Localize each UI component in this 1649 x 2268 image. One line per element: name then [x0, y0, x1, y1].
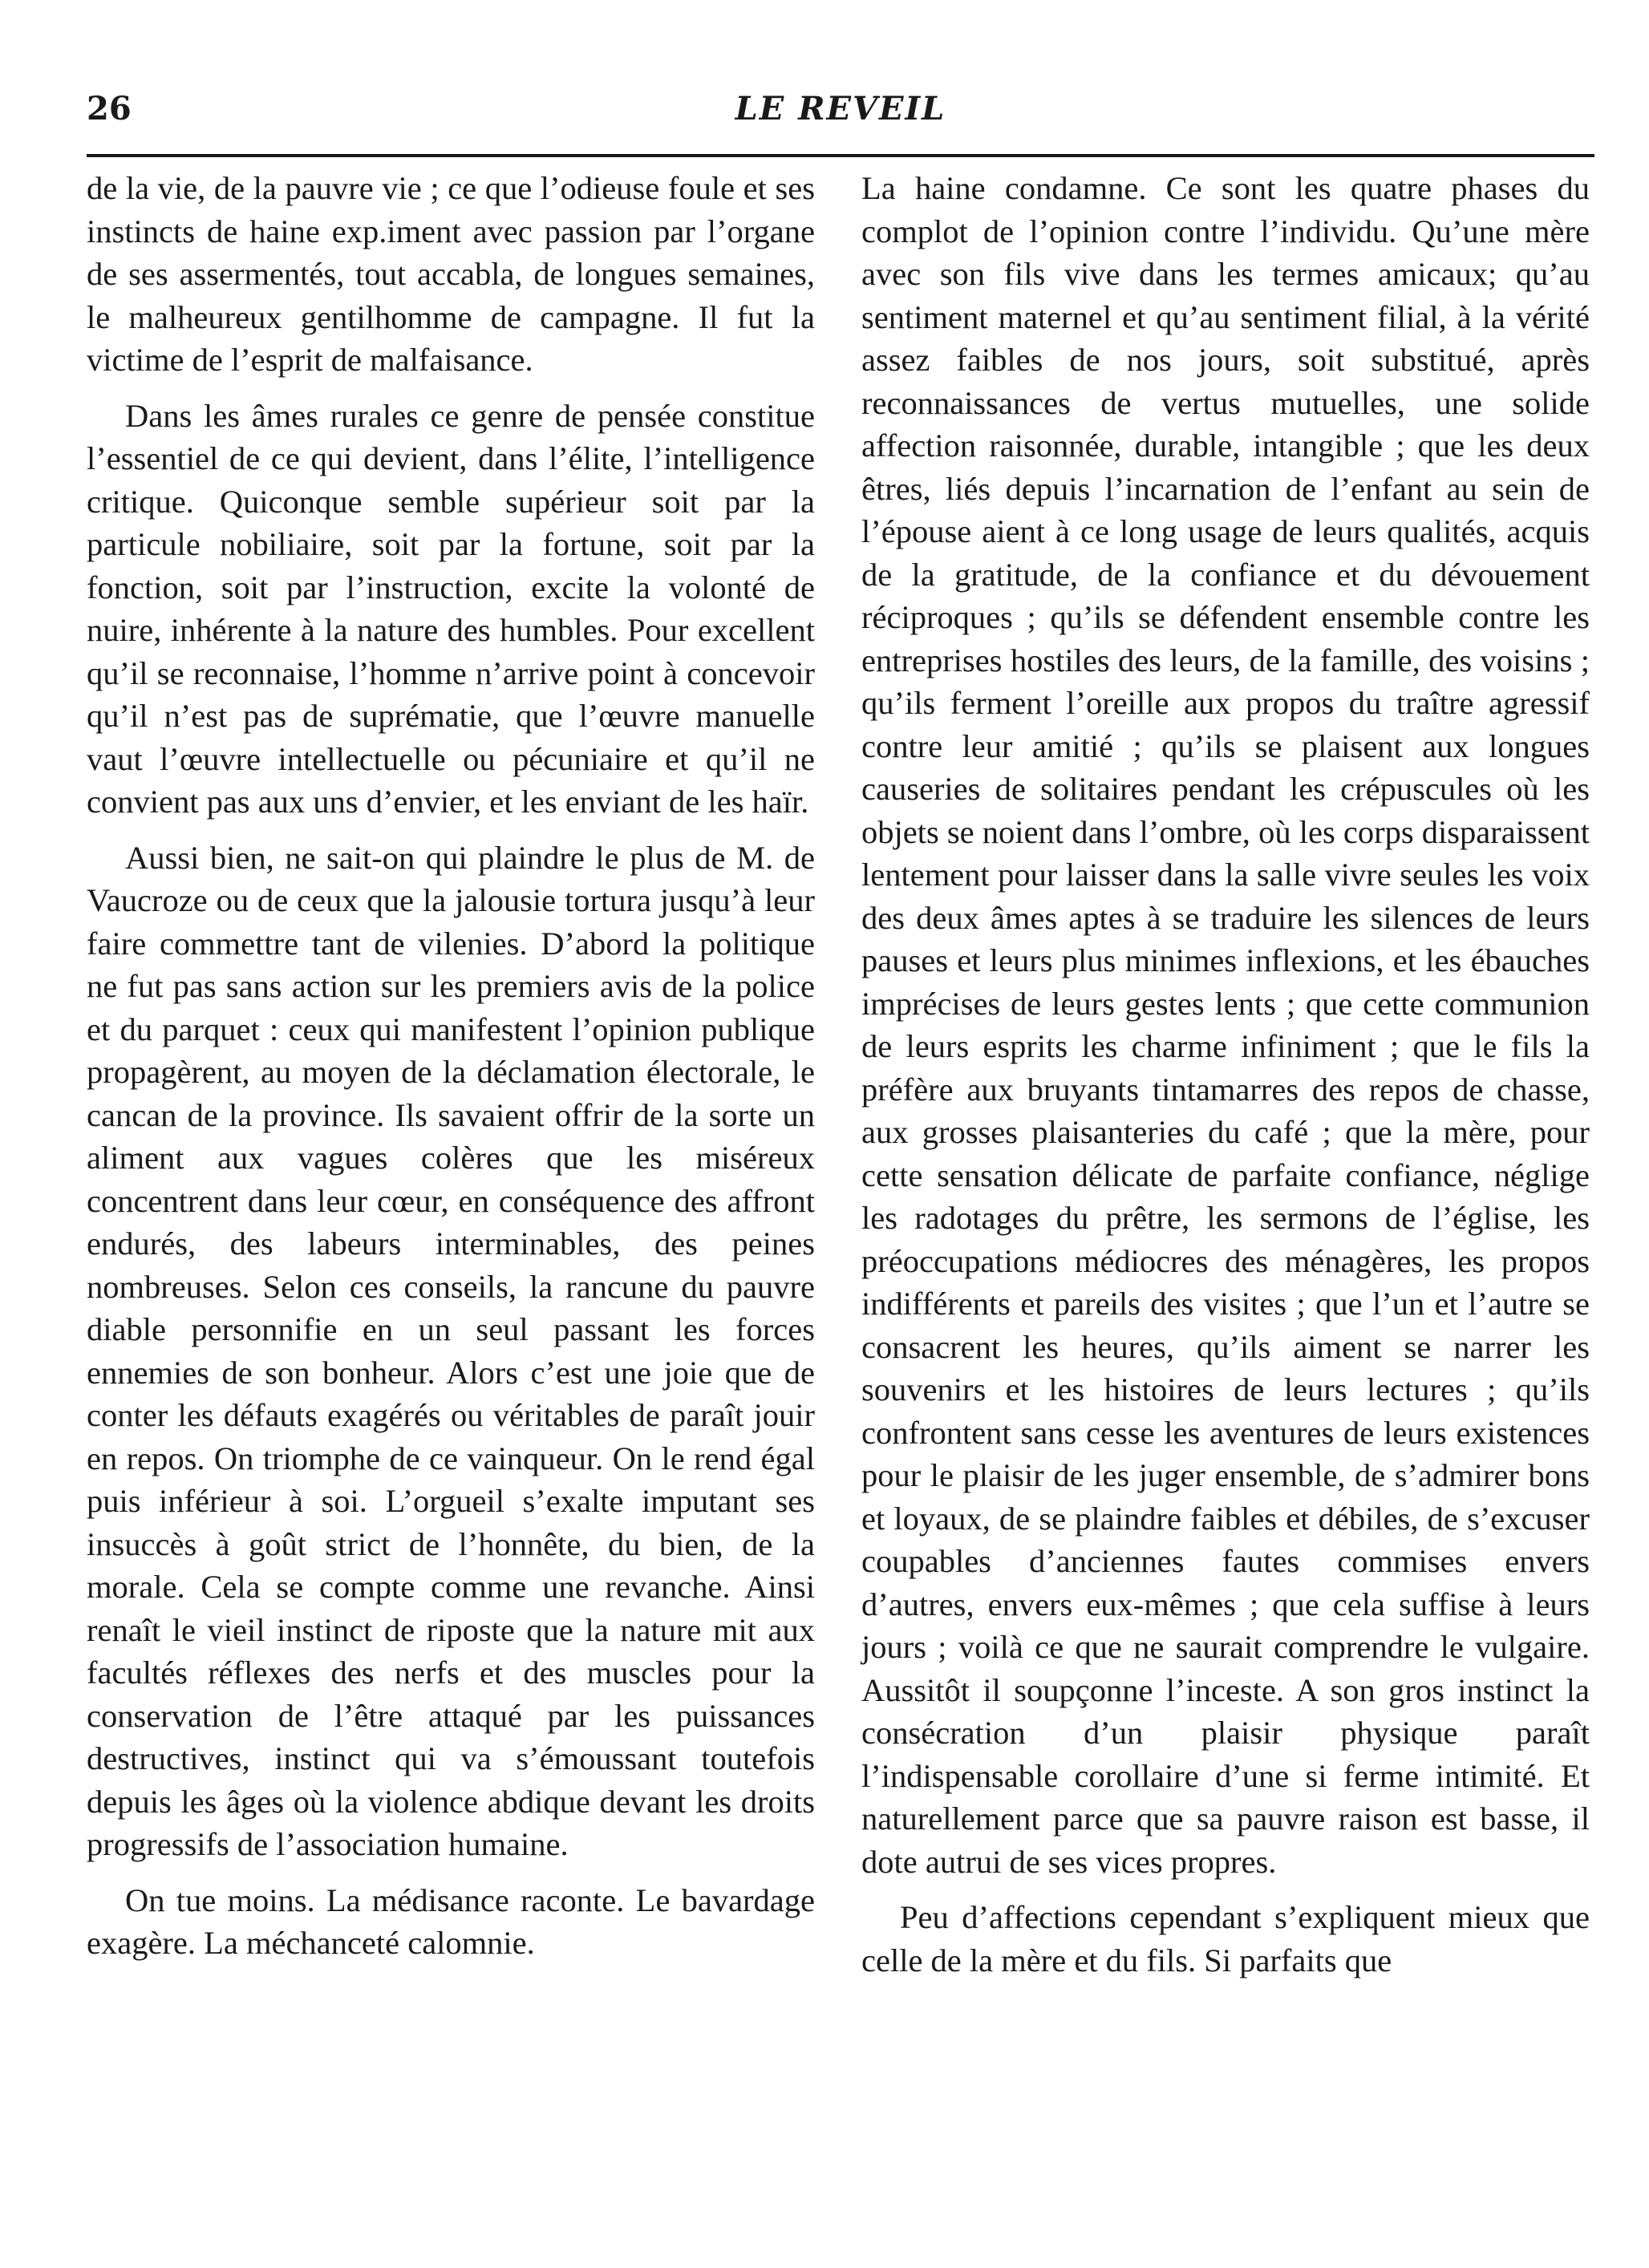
right-column — [861, 167, 1590, 2220]
paragraph: Peu d’affections cependant s’expliquent mieux que celle de la mère et du fils. Si parfaits que — [861, 1899, 1590, 1978]
left-column — [87, 167, 815, 2220]
paragraph: On tue moins. La médisance raconte. Le bavardage exagère. La méchanceté calomnie. — [87, 1881, 815, 1961]
paragraph: de la vie, de la pauvre vie ; ce que l’odieuse foule et ses instincts de haine exp.iment avec passion par l’organe de ses assermentés, tout accabla, de longues semaines, le malheureux gentilhomme de campagne. Il fut la victime de l’esprit de malfaisance. — [87, 170, 815, 378]
paragraph: La haine condamne. Ce sont les quatre phases du complot de l’opinion contre l’individu. Qu’une mère avec son fils vive dans les termes amicaux; qu’au sentiment maternel et qu’au sentiment filial, à la vérité assez faibles de nos jours, soit substitué, après reconnaissances de vertus mutuelles, une solide affection raisonnée, durable, intangible ; que les deux êtres, liés depuis l’incarnation de l’enfant au sein de l’épouse aient à ce long usage de leurs qualités, acquis de la gratitude, de la confiance et du dévouement réciproques ; qu’ils se défendent ensemble contre les entreprises hostiles des leurs, de la famille, des voisins ; qu’ils ferment l’oreille aux propos du traître agressif contre leur amitié ; qu’ils se plaisent aux longues causeries de solitaires pendant les crépuscules où les objets se noient dans l’ombre, où les corps disparaissent lentement pour laisser dans la salle vivre seules les voix des deux âmes aptes à se traduire les silences de leurs pauses et leurs plus minimes inflexions, et les ébauches imprécises de leurs gestes lents ; que cette communion de leurs esprits les charme infiniment ; que le fils la préfère aux bruyants tintamarres des repos de chasse, aux grosses plaisanteries du café ; que la mère, pour cette sensation délicate de parfaite confiance, néglige les radotages du prêtre, les sermons de l’église, les préoccupations médiocres des ménagères, les propos indifférents et pareils des visites ; que l’un et l’autre se consacrent les heures, qu’ils aiment se narrer les souvenirs et les histoires de leurs lectures ; qu’ils confrontent sans cesse les aventures de leurs existences pour le plaisir de les juger ensemble, de s’admirer bons et loyaux, de se plaindre faibles et débiles, de s’excuser coupables d’anciennes fautes commises envers d’autres, envers eux-mêmes ; que cela suffise à leurs jours ; voilà ce que ne saurait comprendre le vulgaire. Aussitôt il soupçonne l’inceste. A son gros instinct la consécration d’un plaisir physique paraît l’indispensable corollaire d’une si ferme intimité. Et naturellement parce que sa pauvre raison est basse, il dote autrui de ses vices propres. — [861, 170, 1590, 1880]
header-rule — [87, 154, 1594, 157]
page-header — [87, 90, 1594, 146]
page-number: 26 — [87, 90, 132, 128]
running-title: LE REVEIL — [735, 90, 946, 128]
paragraph: Aussi bien, ne sait-on qui plaindre le plus de M. de Vaucroze ou de ceux que la jalousie tortura jusqu’à leur faire commettre tant de vilenies. D’abord la politique ne fut pas sans action sur les premiers avis de la police et du parquet : ceux qui manifestent l’opinion publique propagèrent, au moyen de la déclamation électorale, le cancan de la province. Ils savaient offrir de la sorte un aliment aux vagues colères que les miséreux concentrent dans leur cœur, en conséquence des affront endurés, des labeurs interminables, des peines nombreuses. Selon ces conseils, la rancune du pauvre diable personnifie en un seul passant les forces ennemies de son bonheur. Alors c’est une joie que de conter les défauts exagérés ou véritables de paraît jouir en repos. On triomphe de ce vainqueur. On le rend égal puis inférieur à soi. L’orgueil s’exalte imputant ses insuccès à goût strict de l’honnête, du bien, de la morale. Cela se compte comme une revanche. Ainsi renaît le vieil instinct de riposte que la nature mit aux facultés réflexes des nerfs et des muscles pour la conservation de l’être attaqué par les puissances destructives, instinct qui va s’émoussant toutefois depuis les âges où la violence abdique devant les droits progressifs de l’association humaine. — [87, 839, 815, 1862]
paragraph: Dans les âmes rurales ce genre de pensée constitue l’essentiel de ce qui devient, dans l’élite, l’intelligence critique. Quiconque semble supérieur soit par la particule nobiliaire, soit par la fortune, soit par la fonction, soit par l’instruction, excite la volonté de nuire, inhérente à la nature des humbles. Pour excellent qu’il se reconnaise, l’homme n’arrive point à concevoir qu’il n’est pas de suprématie, que l’œuvre manuelle vaut l’œuvre intellectuelle ou pécuniaire et qu’il ne convient pas aux uns d’envier, et les enviant de les haïr. — [87, 397, 815, 820]
